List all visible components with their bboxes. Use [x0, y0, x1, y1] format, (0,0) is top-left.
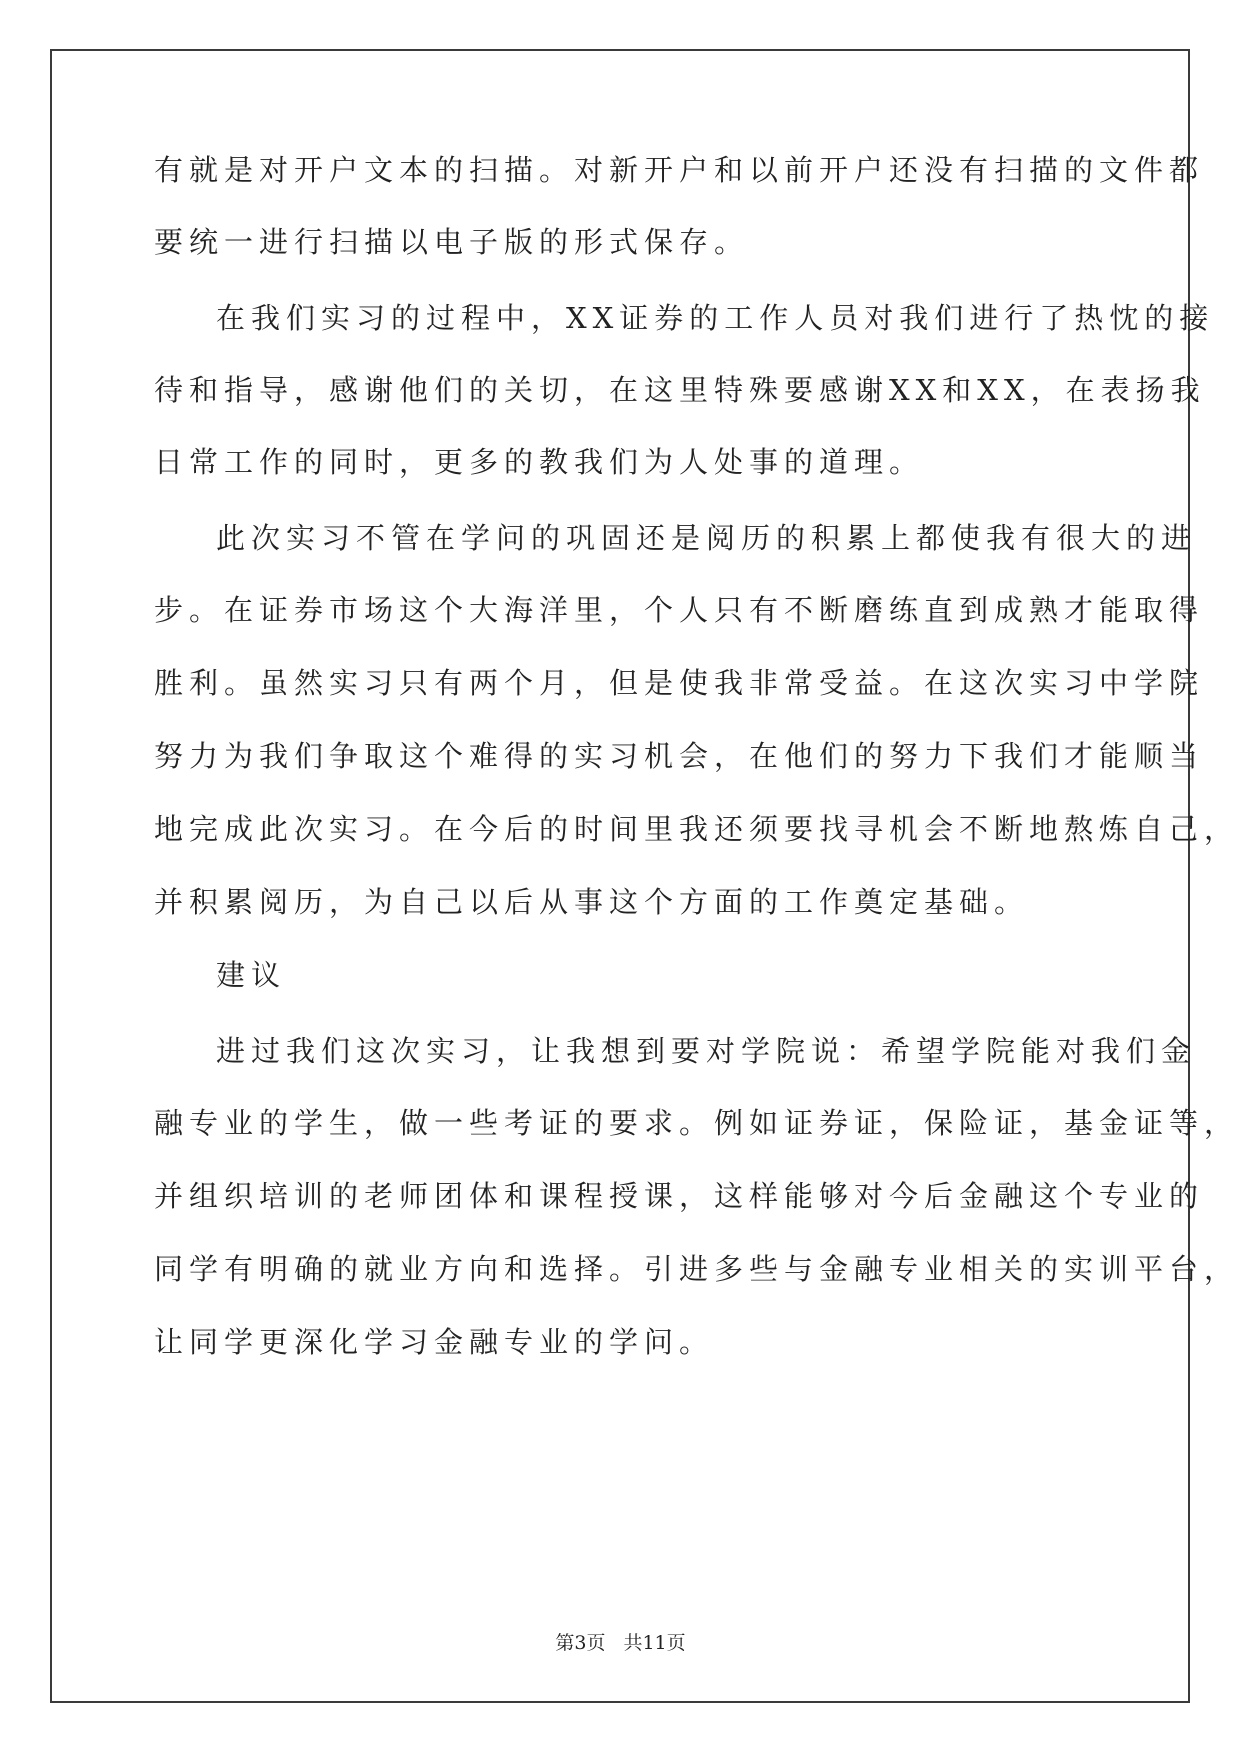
text-line: 要统一进行扫描以电子版的形式保存。 [154, 225, 750, 259]
paragraph-start-line: 进过我们这次实习，让我想到要对学院说：希望学院能对我们金 [216, 1034, 1197, 1068]
page-footer [0, 1631, 1241, 1655]
text-line: 并组织培训的老师团体和课程授课，这样能够对今后金融这个专业的 [154, 1179, 1205, 1213]
page-number: 第3页 [555, 1632, 606, 1654]
paragraph-start-line: 在我们实习的过程中，XX证券的工作人员对我们进行了热忱的接 [216, 301, 1215, 335]
section-heading: 建议 [216, 958, 287, 992]
text-line: 胜利。虽然实习只有两个月，但是使我非常受益。在这次实习中学院 [154, 666, 1205, 700]
text-line: 日常工作的同时，更多的教我们为人处事的道理。 [154, 445, 925, 479]
text-line: 并积累阅历，为自己以后从事这个方面的工作奠定基础。 [154, 885, 1030, 919]
text-line: 待和指导，感谢他们的关切，在这里特殊要感谢XX和XX，在表扬我 [154, 373, 1206, 407]
text-line: 地完成此次实习。在今后的时间里我还须要找寻机会不断地熬炼自己， [154, 812, 1240, 846]
text-line: 步。在证券市场这个大海洋里，个人只有不断磨练直到成熟才能取得 [154, 593, 1205, 627]
text-line: 让同学更深化学习金融专业的学问。 [154, 1325, 715, 1359]
page-total: 共11页 [623, 1632, 686, 1654]
text-line: 努力为我们争取这个难得的实习机会，在他们的努力下我们才能顺当 [154, 739, 1205, 773]
text-line: 融专业的学生，做一些考证的要求。例如证券证，保险证，基金证等， [154, 1106, 1240, 1140]
text-line: 有就是对开户文本的扫描。对新开户和以前开户还没有扫描的文件都 [154, 153, 1205, 187]
paragraph-start-line: 此次实习不管在学问的巩固还是阅历的积累上都使我有很大的进 [216, 521, 1197, 555]
text-line: 同学有明确的就业方向和选择。引进多些与金融专业相关的实训平台， [154, 1252, 1240, 1286]
